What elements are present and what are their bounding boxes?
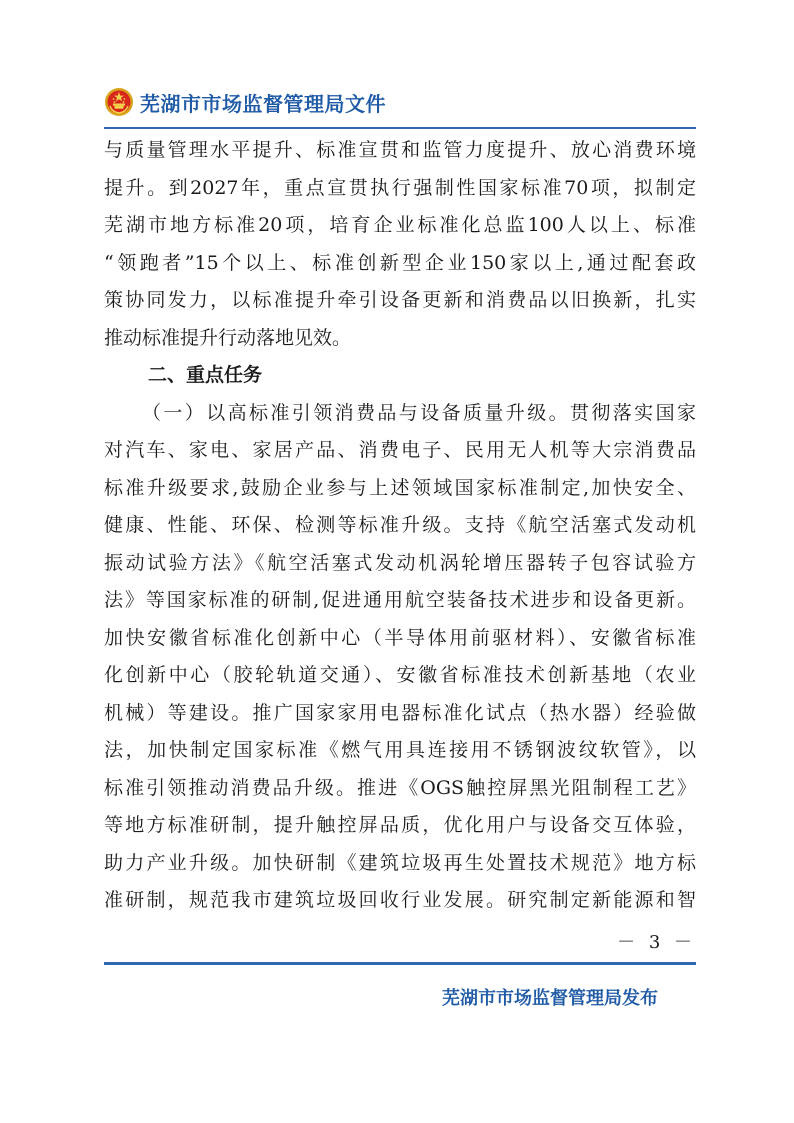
national-emblem-icon — [104, 87, 134, 117]
body-line: 助力产业升级。加快研制《建筑垃圾再生处置技术规范》地方标 — [104, 851, 696, 874]
body-line: 标准引领推动消费品升级。推进《OGS触控屏黑光阻制程工艺》 — [104, 776, 696, 799]
document-header — [104, 84, 386, 120]
header-divider — [104, 127, 696, 129]
body-line: 对汽车、家电、家居产品、消费电子、民用无人机等大宗消费品 — [104, 439, 696, 461]
page-number: － 3 － — [617, 932, 696, 953]
document-body — [104, 132, 696, 920]
body-line: “领跑者”15个以上、标准创新型企业150家以上,通过配套政 — [104, 251, 696, 274]
body-line: 法，加快制定国家标准《燃气用具连接用不锈钢波纹软管》，以 — [104, 739, 696, 761]
document-issuer-title: 芜湖市市场监督管理局文件 — [140, 91, 386, 116]
body-line: 与质量管理水平提升、标准宣贯和监管力度提升、放心消费环境 — [104, 139, 696, 161]
footer-publisher: 芜湖市市场监督管理局发布 — [442, 988, 658, 1009]
body-line: 等地方标准研制，提升触控屏品质，优化用户与设备交互体验， — [104, 814, 696, 836]
subsection-first-line: （一）以高标准引领消费品与设备质量升级。贯彻落实国家 — [142, 401, 696, 424]
body-line: 芜湖市地方标准20项，培育企业标准化总监100人以上、标准 — [104, 214, 696, 236]
body-line: 机械）等建设。推广国家家用电器标准化试点（热水器）经验做 — [104, 701, 696, 724]
body-line: 策协同发力，以标准提升牵引设备更新和消费品以旧换新，扎实 — [104, 289, 696, 311]
body-line: 化创新中心（胶轮轨道交通）、安徽省标准技术创新基地（农业 — [104, 664, 696, 686]
body-line: 标准升级要求,鼓励企业参与上述领域国家标准制定,加快安全、 — [104, 476, 696, 499]
footer-divider — [104, 962, 696, 965]
section-heading: 二、重点任务 — [148, 364, 263, 386]
body-line: 健康、性能、环保、检测等标准升级。支持《航空活塞式发动机 — [104, 514, 696, 536]
body-line: 推动标准提升行动落地见效。 — [104, 326, 352, 349]
body-line: 提升。到2027年，重点宣贯执行强制性国家标准70项，拟制定 — [104, 176, 696, 199]
body-line: 法》等国家标准的研制,促进通用航空装备技术进步和设备更新。 — [104, 589, 696, 611]
body-line: 加快安徽省标准化创新中心（半导体用前驱材料）、安徽省标准 — [104, 626, 696, 649]
body-line: 振动试验方法》《航空活塞式发动机涡轮增压器转子包容试验方 — [104, 551, 696, 574]
body-line: 准研制，规范我市建筑垃圾回收行业发展。研究制定新能源和智 — [104, 889, 696, 911]
